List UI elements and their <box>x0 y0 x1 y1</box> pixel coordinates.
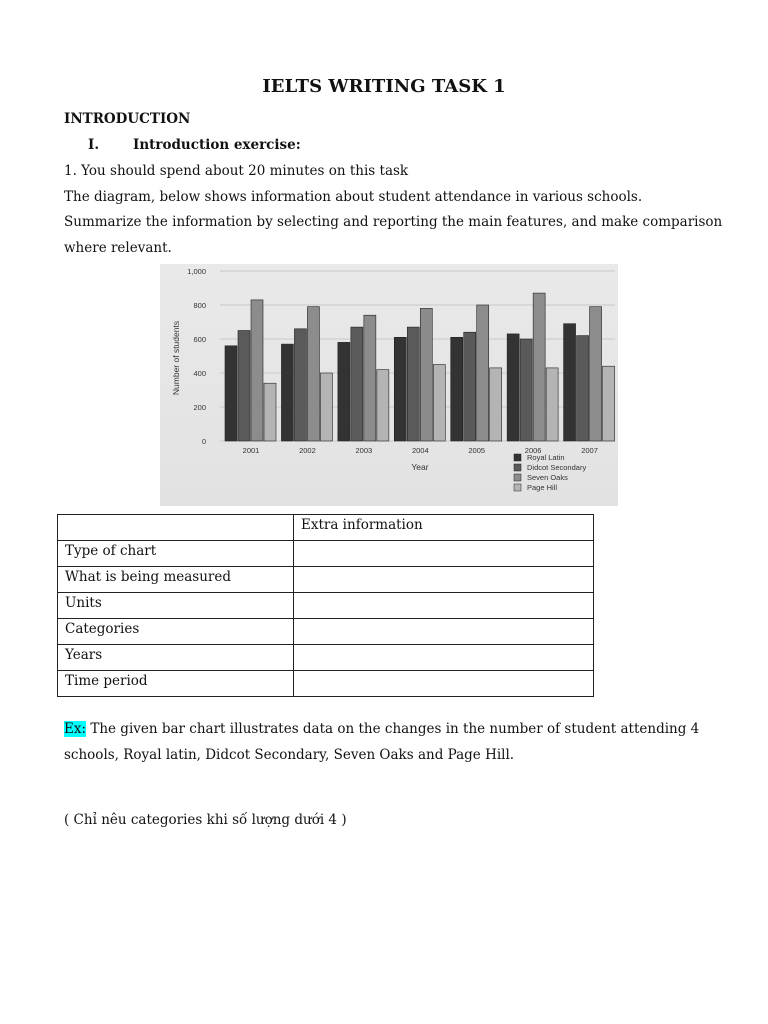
row-label: Units <box>58 593 294 619</box>
bar <box>320 373 332 441</box>
legend-swatch <box>514 454 521 461</box>
example-text-1: The given bar chart illustrates data on the changes in the number of student attending 4 <box>86 721 700 737</box>
legend-swatch <box>514 484 521 491</box>
chart-legend <box>514 453 586 492</box>
bar <box>546 368 558 441</box>
row-label: Type of chart <box>58 541 294 567</box>
subsection-heading: Introduction exercise: <box>133 137 301 153</box>
bar <box>364 315 376 441</box>
bar <box>490 368 502 441</box>
x-axis-label: Year <box>411 462 429 472</box>
x-tick-label: 2002 <box>299 446 316 455</box>
row-label: Years <box>58 645 294 671</box>
example-label: Ex: <box>64 721 87 737</box>
bar <box>264 383 276 441</box>
bar <box>225 346 237 441</box>
info-table <box>57 514 594 697</box>
prompt-line-3: where relevant. <box>64 240 172 256</box>
bar <box>520 339 532 441</box>
bar <box>533 293 545 441</box>
y-tick-label: 400 <box>193 369 206 378</box>
bar <box>294 329 306 441</box>
subsection-numeral: I. <box>88 137 100 153</box>
table-row <box>58 671 594 697</box>
bar <box>281 344 293 441</box>
example-line-1 <box>64 721 699 737</box>
table-row <box>58 645 594 671</box>
row-value-empty[interactable] <box>294 541 594 567</box>
bar <box>564 324 576 441</box>
y-tick-label: 0 <box>201 437 206 446</box>
row-value-empty[interactable] <box>294 567 594 593</box>
table-header-row <box>58 515 594 541</box>
bar <box>307 307 319 441</box>
table-row <box>58 567 594 593</box>
row-label: What is being measured <box>58 567 294 593</box>
table-row <box>58 593 594 619</box>
bar <box>577 336 589 441</box>
row-value-empty[interactable] <box>294 593 594 619</box>
row-value-empty[interactable] <box>294 619 594 645</box>
prompt-line-1: The diagram, below shows information about student attendance in various schools. <box>64 189 643 205</box>
header-cell-extra-information: Extra information <box>294 515 594 541</box>
bar <box>351 327 363 441</box>
bar-chart <box>160 264 618 506</box>
example-line-2: schools, Royal latin, Didcot Secondary, Seven Oaks and Page Hill. <box>64 747 515 763</box>
y-tick-label: 600 <box>193 335 206 344</box>
bar <box>338 342 350 441</box>
row-label: Categories <box>58 619 294 645</box>
bar <box>251 300 263 441</box>
bar <box>238 331 250 442</box>
bar <box>451 337 463 441</box>
row-value-empty[interactable] <box>294 645 594 671</box>
x-tick-label: 2004 <box>411 446 429 455</box>
bar <box>433 365 445 442</box>
bar <box>590 307 602 441</box>
legend-swatch <box>514 464 521 471</box>
section-heading: INTRODUCTION <box>64 111 191 127</box>
table-row <box>58 541 594 567</box>
x-tick-label: 2003 <box>355 446 373 455</box>
header-cell-empty <box>58 515 294 541</box>
bar <box>394 337 406 441</box>
bar <box>377 370 389 441</box>
table-row <box>58 619 594 645</box>
legend-label: Page Hill <box>527 483 558 492</box>
bar <box>603 366 615 441</box>
bar <box>507 334 519 441</box>
x-tick-label: 2001 <box>242 446 260 455</box>
row-label: Time period <box>58 671 294 697</box>
row-value-empty[interactable] <box>294 671 594 697</box>
legend-label: Didcot Secondary <box>527 463 587 472</box>
bar <box>477 305 489 441</box>
vietnamese-note: ( Chỉ nêu categories khi số lượng dưới 4 ) <box>64 811 347 828</box>
legend-label: Royal Latin <box>527 453 565 462</box>
bar <box>407 327 419 441</box>
legend-swatch <box>514 474 521 481</box>
x-tick-label: 2005 <box>468 446 486 455</box>
y-tick-label: 200 <box>193 403 206 412</box>
y-axis-label: Number of students <box>171 320 181 396</box>
page-title: IELTS WRITING TASK 1 <box>262 76 506 97</box>
task-instruction: 1. You should spend about 20 minutes on this task <box>64 163 409 179</box>
bar <box>420 308 432 441</box>
bar-chart-image <box>160 264 618 506</box>
prompt-line-2: Summarize the information by selecting and reporting the main features, and make comparison <box>64 214 723 230</box>
x-tick-label: 2006 <box>524 446 542 455</box>
x-tick-label: 2007 <box>581 446 598 455</box>
y-tick-label: 1,000 <box>187 267 206 276</box>
y-tick-label: 800 <box>193 301 206 310</box>
bar <box>464 332 476 441</box>
legend-label: Seven Oaks <box>527 473 568 482</box>
